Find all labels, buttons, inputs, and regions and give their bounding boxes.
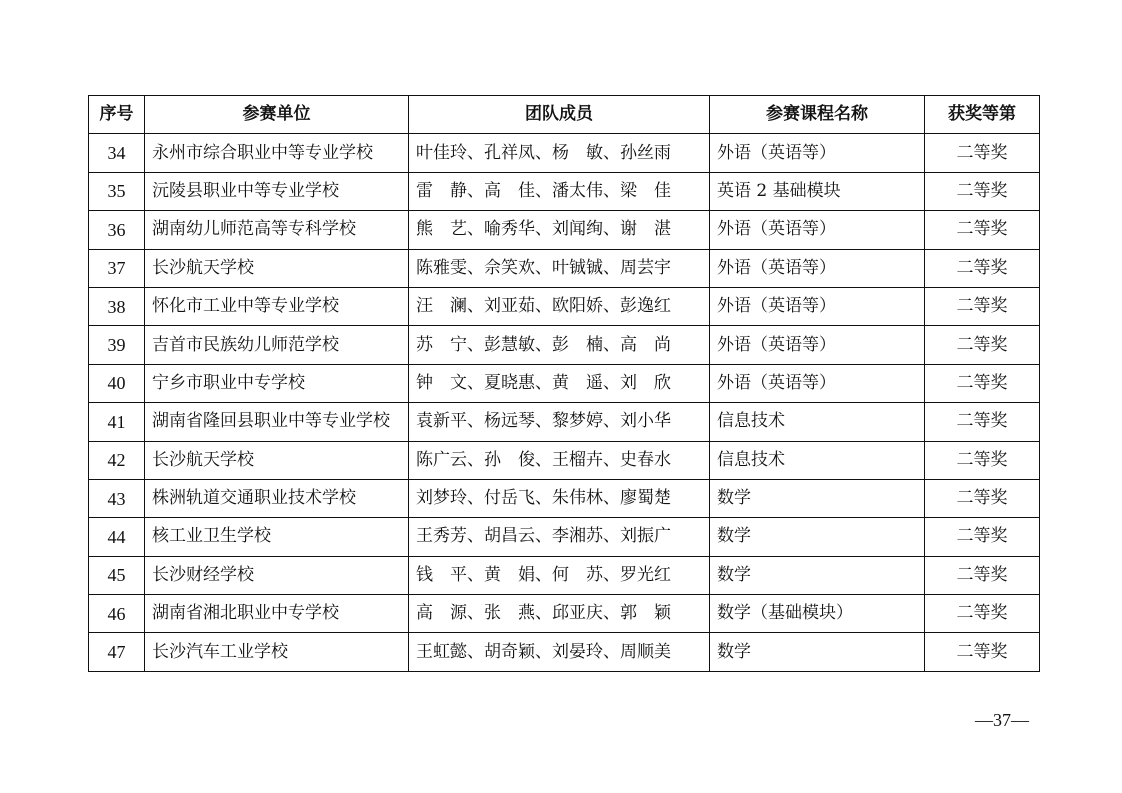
table-header-row [89, 96, 1040, 134]
page-number: —37— [975, 710, 1029, 730]
cell-members: 王虹懿、胡奇颖、刘晏玲、周顺美 [409, 633, 710, 671]
cell-award: 二等奖 [925, 364, 1040, 402]
cell-no: 46 [89, 595, 145, 633]
cell-unit: 湖南幼儿师范高等专科学校 [145, 211, 409, 249]
cell-course: 数学 [710, 518, 925, 556]
cell-unit: 湖南省隆回县职业中等专业学校 [145, 403, 409, 441]
cell-course: 外语（英语等） [710, 287, 925, 325]
table-row [89, 403, 1040, 441]
cell-course: 数学 [710, 556, 925, 594]
cell-award: 二等奖 [925, 249, 1040, 287]
cell-course: 信息技术 [710, 441, 925, 479]
cell-no: 45 [89, 556, 145, 594]
cell-unit: 长沙航天学校 [145, 441, 409, 479]
cell-members: 钟 文、夏晓惠、黄 遥、刘 欣 [409, 364, 710, 402]
cell-members: 高 源、张 燕、邱亚庆、郭 颖 [409, 595, 710, 633]
cell-award: 二等奖 [925, 633, 1040, 671]
cell-no: 38 [89, 287, 145, 325]
table-row [89, 134, 1040, 172]
cell-award: 二等奖 [925, 403, 1040, 441]
cell-unit: 湖南省湘北职业中专学校 [145, 595, 409, 633]
cell-members: 刘梦玲、付岳飞、朱伟林、廖蜀楚 [409, 479, 710, 517]
cell-no: 37 [89, 249, 145, 287]
cell-no: 43 [89, 479, 145, 517]
cell-award: 二等奖 [925, 479, 1040, 517]
cell-members: 熊 艺、喻秀华、刘闻绚、谢 湛 [409, 211, 710, 249]
table-row [89, 518, 1040, 556]
cell-no: 39 [89, 326, 145, 364]
cell-award: 二等奖 [925, 556, 1040, 594]
table-row [89, 595, 1040, 633]
cell-course: 外语（英语等） [710, 326, 925, 364]
header-award: 获奖等第 [925, 96, 1040, 134]
cell-course: 外语（英语等） [710, 134, 925, 172]
cell-unit: 怀化市工业中等专业学校 [145, 287, 409, 325]
table-row [89, 479, 1040, 517]
cell-members: 钱 平、黄 娟、何 苏、罗光红 [409, 556, 710, 594]
awards-table [88, 95, 1040, 672]
cell-award: 二等奖 [925, 595, 1040, 633]
cell-unit: 株洲轨道交通职业技术学校 [145, 479, 409, 517]
cell-no: 34 [89, 134, 145, 172]
table-row [89, 172, 1040, 210]
header-course: 参赛课程名称 [710, 96, 925, 134]
cell-no: 36 [89, 211, 145, 249]
cell-award: 二等奖 [925, 441, 1040, 479]
header-members: 团队成员 [409, 96, 710, 134]
table-row [89, 249, 1040, 287]
cell-members: 陈广云、孙 俊、王榴卉、史春水 [409, 441, 710, 479]
cell-members: 苏 宁、彭慧敏、彭 楠、高 尚 [409, 326, 710, 364]
cell-unit: 吉首市民族幼儿师范学校 [145, 326, 409, 364]
cell-members: 袁新平、杨远琴、黎梦婷、刘小华 [409, 403, 710, 441]
cell-no: 40 [89, 364, 145, 402]
cell-award: 二等奖 [925, 172, 1040, 210]
table-row [89, 364, 1040, 402]
cell-no: 44 [89, 518, 145, 556]
cell-unit: 沅陵县职业中等专业学校 [145, 172, 409, 210]
header-unit: 参赛单位 [145, 96, 409, 134]
cell-members: 雷 静、高 佳、潘太伟、梁 佳 [409, 172, 710, 210]
cell-no: 47 [89, 633, 145, 671]
cell-members: 叶佳玲、孔祥凤、杨 敏、孙丝雨 [409, 134, 710, 172]
table-row [89, 326, 1040, 364]
table-row [89, 211, 1040, 249]
cell-unit: 长沙汽车工业学校 [145, 633, 409, 671]
cell-award: 二等奖 [925, 134, 1040, 172]
cell-unit: 长沙航天学校 [145, 249, 409, 287]
cell-award: 二等奖 [925, 518, 1040, 556]
cell-unit: 宁乡市职业中专学校 [145, 364, 409, 402]
cell-course: 外语（英语等） [710, 364, 925, 402]
cell-no: 42 [89, 441, 145, 479]
cell-course: 数学 [710, 479, 925, 517]
cell-course: 英语 2 基础模块 [710, 172, 925, 210]
cell-unit: 长沙财经学校 [145, 556, 409, 594]
cell-members: 汪 澜、刘亚茹、欧阳娇、彭逸红 [409, 287, 710, 325]
cell-award: 二等奖 [925, 287, 1040, 325]
table-row [89, 287, 1040, 325]
cell-members: 王秀芳、胡昌云、李湘苏、刘振广 [409, 518, 710, 556]
cell-unit: 核工业卫生学校 [145, 518, 409, 556]
table-row [89, 633, 1040, 671]
cell-course: 外语（英语等） [710, 211, 925, 249]
table-row [89, 441, 1040, 479]
cell-members: 陈雅雯、佘笑欢、叶铖铖、周芸宇 [409, 249, 710, 287]
table-row [89, 556, 1040, 594]
cell-course: 外语（英语等） [710, 249, 925, 287]
cell-course: 信息技术 [710, 403, 925, 441]
header-no: 序号 [89, 96, 145, 134]
cell-no: 35 [89, 172, 145, 210]
cell-award: 二等奖 [925, 211, 1040, 249]
table-body [89, 134, 1040, 671]
cell-no: 41 [89, 403, 145, 441]
cell-unit: 永州市综合职业中等专业学校 [145, 134, 409, 172]
cell-course: 数学 [710, 633, 925, 671]
cell-award: 二等奖 [925, 326, 1040, 364]
cell-course: 数学（基础模块） [710, 595, 925, 633]
